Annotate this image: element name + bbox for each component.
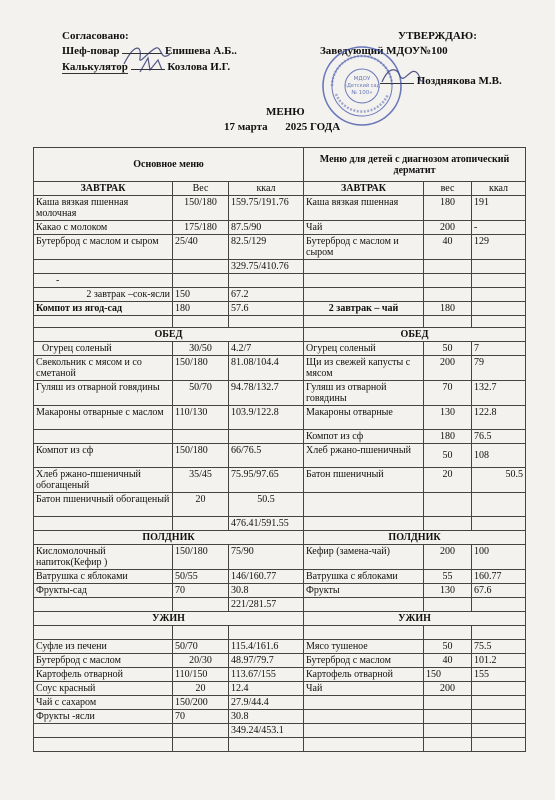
dish-name: Фрукты -ясли xyxy=(34,710,173,724)
dish-kcal: 50.5 xyxy=(472,468,526,493)
dish-weight: 25/40 xyxy=(173,235,229,260)
dish-name: Ватрушка с яблоками xyxy=(34,570,173,584)
dish-kcal: 103.9/122.8 xyxy=(229,406,304,430)
dish-name: Фрукты-сад xyxy=(34,584,173,598)
table-row xyxy=(34,342,526,356)
calc-signature-icon xyxy=(136,54,166,76)
breakfast-right-title: ЗАВТРАК xyxy=(304,182,424,196)
table-row xyxy=(34,682,526,696)
dish-weight: 150/180 xyxy=(173,444,229,468)
dish-weight: 40 xyxy=(424,654,472,668)
seal-text-2: «Детский сад xyxy=(343,83,381,89)
snack-right-title: ПОЛДНИК xyxy=(304,531,526,545)
lunch-total: 476.41/591.55 xyxy=(229,517,304,531)
table-row xyxy=(34,668,526,682)
dish-weight: 110/130 xyxy=(173,406,229,430)
dish-kcal: 27.9/44.4 xyxy=(229,696,304,710)
dish-weight: 20 xyxy=(424,468,472,493)
agreed-label: Согласовано: xyxy=(62,30,129,42)
table-row xyxy=(34,235,526,260)
snack-header-row xyxy=(34,531,526,545)
weight-header-left: Вес xyxy=(173,182,229,196)
atopic-menu-header: Меню для детей с диагнозом атопический дерматит xyxy=(304,148,526,182)
dish-kcal: 57.6 xyxy=(229,302,304,316)
dish-weight: 150 xyxy=(173,288,229,302)
dish-weight: 70 xyxy=(173,584,229,598)
breakfast-total: 329.75/410.76 xyxy=(229,260,304,274)
chef-name: Епишева А.Б.. xyxy=(165,45,237,57)
table-row xyxy=(34,640,526,654)
calc-name: Козлова И.Г. xyxy=(167,61,231,73)
dish-weight: 150 xyxy=(424,668,472,682)
dish-name: Огурец соленый xyxy=(304,342,424,356)
dinner-right-title: УЖИН xyxy=(304,612,526,626)
main-menu-header: Основное меню xyxy=(34,148,304,182)
table-row xyxy=(34,696,526,710)
dish-weight: 55 xyxy=(424,570,472,584)
table-row xyxy=(34,288,526,302)
dish-weight: 200 xyxy=(424,682,472,696)
dish-kcal: 66/76.5 xyxy=(229,444,304,468)
table-row xyxy=(34,381,526,406)
dish-name: Соус красный xyxy=(34,682,173,696)
dish-kcal: 50.5 xyxy=(229,493,304,517)
dish-name: Кисломолочный напиток(Кефир ) xyxy=(34,545,173,570)
dish-weight: 70 xyxy=(424,381,472,406)
dish-kcal: 87.5/90 xyxy=(229,221,304,235)
dish-name: Хлеб ржано-пшеничный xyxy=(304,444,424,468)
dash-mark: - xyxy=(34,274,173,288)
dish-weight: 50/70 xyxy=(173,381,229,406)
dish-weight: 150/180 xyxy=(173,356,229,381)
dish-weight: 180 xyxy=(424,196,472,221)
table-row xyxy=(34,654,526,668)
table-row xyxy=(34,493,526,517)
dish-kcal: 67.2 xyxy=(229,288,304,302)
table-row xyxy=(34,444,526,468)
dish-name: Фрукты xyxy=(304,584,424,598)
lunch-total-row xyxy=(34,517,526,531)
snack-total-row xyxy=(34,598,526,612)
dish-name: Макароны отварные xyxy=(304,406,424,430)
table-row xyxy=(34,406,526,430)
dish-weight: 200 xyxy=(424,545,472,570)
dish-kcal: 30.8 xyxy=(229,584,304,598)
dish-kcal: 160.77 xyxy=(472,570,526,584)
dish-kcal: 12.4 xyxy=(229,682,304,696)
dish-kcal: 75.95/97.65 xyxy=(229,468,304,493)
table-row xyxy=(34,430,526,444)
dinner-total: 349.24/453.1 xyxy=(229,724,304,738)
dish-name: Мясо тушеное xyxy=(304,640,424,654)
dish-name: Чай с сахаром xyxy=(34,696,173,710)
dish-weight: 150/200 xyxy=(173,696,229,710)
table-row xyxy=(34,710,526,724)
dish-weight: 150/180 xyxy=(173,196,229,221)
seal-text-3: № 100» xyxy=(351,90,373,96)
head-name: Позднякова М.В. xyxy=(416,75,502,87)
dish-kcal: 113.67/155 xyxy=(229,668,304,682)
snack-left-title: ПОЛДНИК xyxy=(34,531,304,545)
seal-text-1: МДОУ xyxy=(353,76,371,82)
dish-weight: 150/180 xyxy=(173,545,229,570)
calc-role: Калькулятор xyxy=(62,61,128,73)
head-role: Заведующий МДОУ№100 xyxy=(320,45,448,57)
dish-kcal: 81.08/104.4 xyxy=(229,356,304,381)
table-row xyxy=(34,545,526,570)
dish-weight: 110/150 xyxy=(173,668,229,682)
dish-kcal: 100 xyxy=(472,545,526,570)
dish-kcal: 7 xyxy=(472,342,526,356)
dish-weight: 180 xyxy=(424,430,472,444)
spacer-row xyxy=(34,316,526,328)
dinner-total-row xyxy=(34,724,526,738)
snack-total: 221/281.57 xyxy=(229,598,304,612)
dish-name: Бутерброд с маслом и сыром xyxy=(304,235,424,260)
lunch-left-title: ОБЕД xyxy=(34,328,304,342)
kcal-header-left: ккал xyxy=(229,182,304,196)
dish-weight: 50/70 xyxy=(173,640,229,654)
dish-name: 2 завтрак –сок-ясли xyxy=(34,288,173,302)
dish-name: Суфле из печени xyxy=(34,640,173,654)
dish-weight: 50/55 xyxy=(173,570,229,584)
table-row xyxy=(34,468,526,493)
dish-name: Ватрушка с яблоками xyxy=(304,570,424,584)
dish-kcal: 48.97/79.7 xyxy=(229,654,304,668)
dish-name: Бутерброд с маслом xyxy=(34,654,173,668)
dish-name: Батон пшеничный обогащеный xyxy=(34,493,173,517)
dish-name: Макароны отварные с маслом xyxy=(34,406,173,430)
dish-weight: 200 xyxy=(424,221,472,235)
table-row xyxy=(34,221,526,235)
lunch-right-title: ОБЕД xyxy=(304,328,526,342)
dish-weight: 50 xyxy=(424,342,472,356)
table-row xyxy=(34,570,526,584)
dish-kcal: 82.5/129 xyxy=(229,235,304,260)
dish-kcal: 67.6 xyxy=(472,584,526,598)
dish-kcal: 30.8 xyxy=(229,710,304,724)
spacer-row xyxy=(34,738,526,752)
dish-kcal: 94.78/132.7 xyxy=(229,381,304,406)
dish-kcal: 76.5 xyxy=(472,430,526,444)
dinner-left-title: УЖИН xyxy=(34,612,304,626)
dish-weight: 130 xyxy=(424,406,472,430)
dish-name: Гуляш из отварной говядины xyxy=(304,381,424,406)
table-row xyxy=(34,356,526,381)
dish-name: Какао с молоком xyxy=(34,221,173,235)
dish-kcal: 146/160.77 xyxy=(229,570,304,584)
dish-name: Бутерброд с маслом и сыром xyxy=(34,235,173,260)
breakfast-total-row xyxy=(34,260,526,274)
dish-weight: 20/30 xyxy=(173,654,229,668)
dish-weight: 175/180 xyxy=(173,221,229,235)
dish-kcal: 4.2/7 xyxy=(229,342,304,356)
dish-weight: 40 xyxy=(424,235,472,260)
dish-weight: 20 xyxy=(173,682,229,696)
dish-kcal: 129 xyxy=(472,235,526,260)
dish-weight: 70 xyxy=(173,710,229,724)
table-row xyxy=(34,196,526,221)
approve-label: УТВЕРЖДАЮ: xyxy=(398,30,477,42)
dish-name: Батон пшеничный xyxy=(304,468,424,493)
dish-weight: 35/45 xyxy=(173,468,229,493)
dinner-header-row xyxy=(34,612,526,626)
dish-name: Компот из сф xyxy=(304,430,424,444)
dish-name: Свекольник с мясом и со сметаной xyxy=(34,356,173,381)
table-row xyxy=(34,302,526,316)
dish-weight: 180 xyxy=(424,302,472,316)
breakfast-left-title: ЗАВТРАК xyxy=(34,182,173,196)
dish-weight: 200 xyxy=(424,356,472,381)
dish-weight: 180 xyxy=(173,302,229,316)
dish-name: Хлеб ржано-пшеничный обогащеный xyxy=(34,468,173,493)
dish-kcal: 132.7 xyxy=(472,381,526,406)
dish-name: 2 завтрак – чай xyxy=(304,302,424,316)
dish-name: Чай xyxy=(304,221,424,235)
dish-name: Кефир (замена-чай) xyxy=(304,545,424,570)
breakfast-header-row xyxy=(34,182,526,196)
table-row xyxy=(34,584,526,598)
dish-weight: 30/50 xyxy=(173,342,229,356)
dish-kcal: 108 xyxy=(472,444,526,468)
organization-seal-icon xyxy=(320,44,404,128)
dish-name: Каша вязкая пшенная молочная xyxy=(34,196,173,221)
dish-name: Щи из свежей капусты с мясом xyxy=(304,356,424,381)
dish-kcal: 75.5 xyxy=(472,640,526,654)
spacer-row xyxy=(34,626,526,640)
weight-header-right: вес xyxy=(424,182,472,196)
table-row xyxy=(34,274,526,288)
dish-kcal: - xyxy=(472,221,526,235)
dish-name: Компот из ягод-сад xyxy=(34,302,173,316)
dish-kcal: 101.2 xyxy=(472,654,526,668)
dish-kcal: 75/90 xyxy=(229,545,304,570)
dish-kcal: 122.8 xyxy=(472,406,526,430)
table-header-row xyxy=(34,148,526,182)
dish-kcal: 79 xyxy=(472,356,526,381)
dish-name: Огурец соленый xyxy=(34,342,173,356)
kcal-header-right: ккал xyxy=(472,182,526,196)
date-year: 2025 ГОДА xyxy=(285,121,341,133)
chef-role: Шеф-повар xyxy=(62,45,120,57)
dish-name: Компот из сф xyxy=(34,444,173,468)
dish-kcal: 155 xyxy=(472,668,526,682)
date-day: 17 марта xyxy=(224,121,268,133)
menu-table xyxy=(33,147,526,752)
dish-name: Картофель отварной xyxy=(304,668,424,682)
dish-name: Гуляш из отварной говядины xyxy=(34,381,173,406)
dish-weight: 50 xyxy=(424,444,472,468)
dish-kcal: 115.4/161.6 xyxy=(229,640,304,654)
dish-kcal: 159.75/191.76 xyxy=(229,196,304,221)
dish-name: Чай xyxy=(304,682,424,696)
dish-weight: 20 xyxy=(173,493,229,517)
dish-name: Каша вязкая пшенная xyxy=(304,196,424,221)
dish-name: Картофель отварной xyxy=(34,668,173,682)
dish-weight: 50 xyxy=(424,640,472,654)
dish-name: Бутерброд с маслом xyxy=(304,654,424,668)
dish-weight: 130 xyxy=(424,584,472,598)
lunch-header-row xyxy=(34,328,526,342)
doc-title: МЕНЮ xyxy=(266,106,305,118)
dish-kcal: 191 xyxy=(472,196,526,221)
